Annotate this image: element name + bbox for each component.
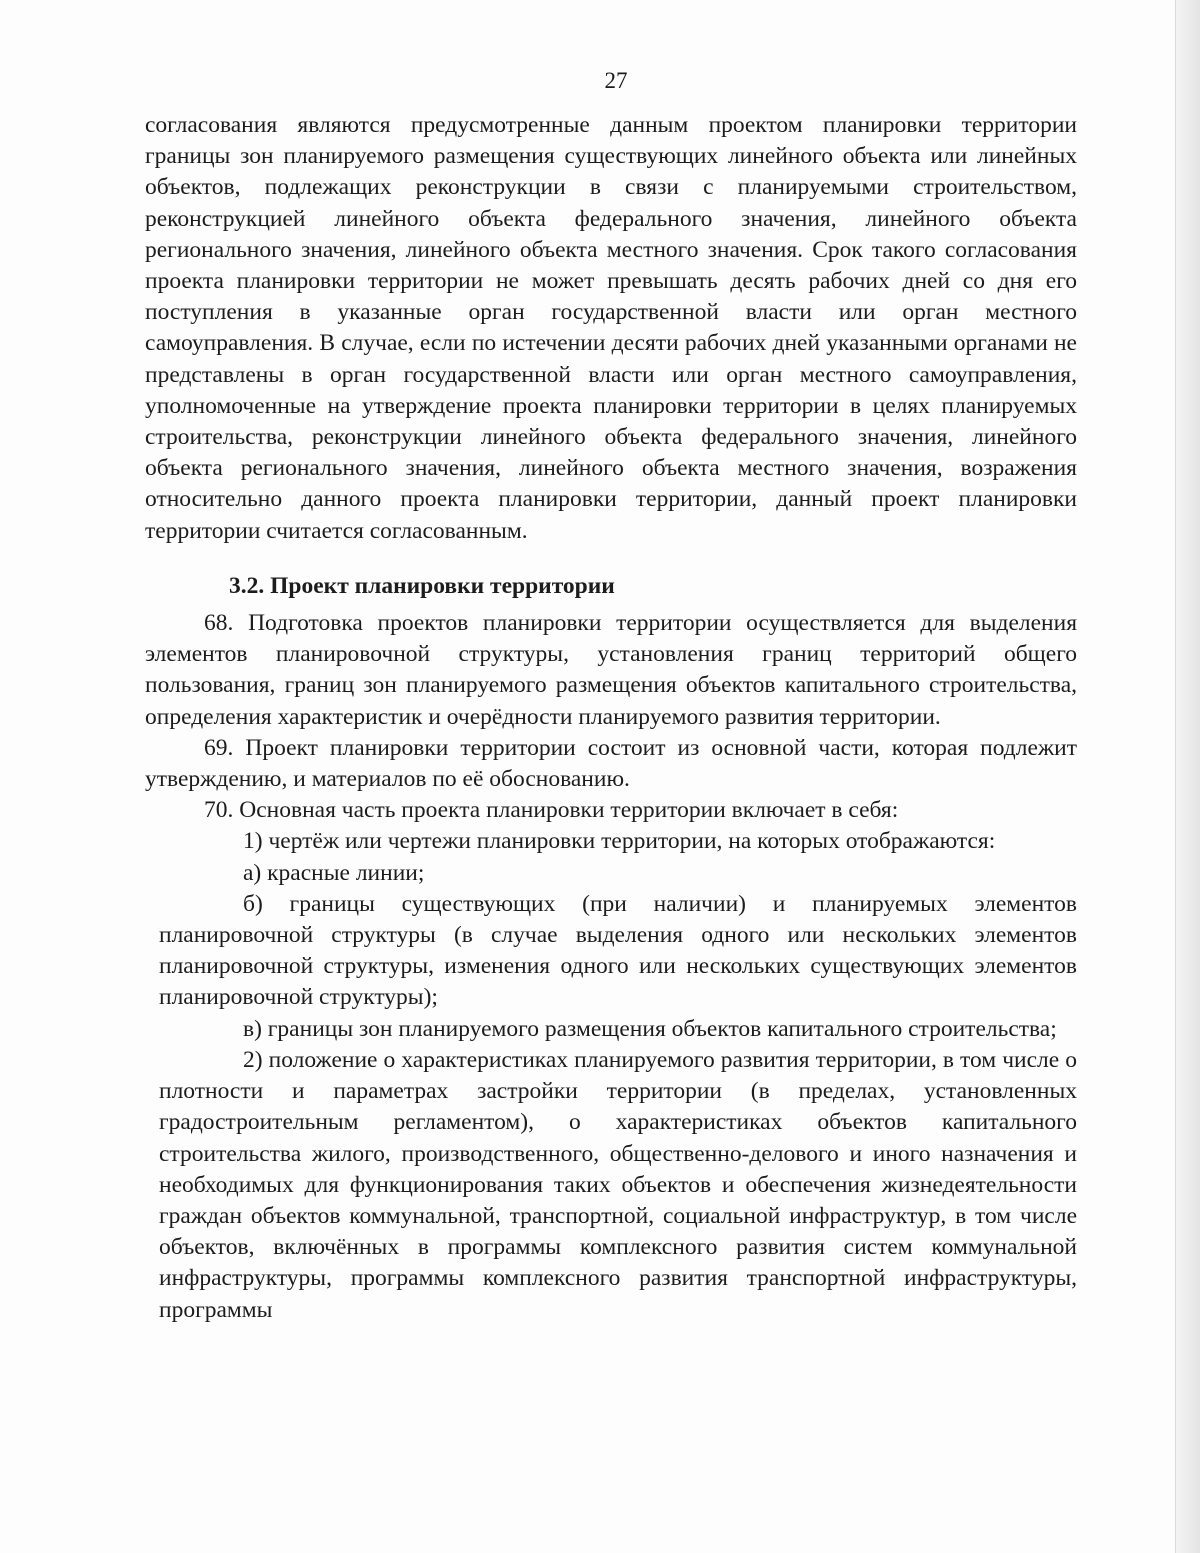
paragraph-70: 70. Основная часть проекта планировки территории включает в себя: <box>204 797 899 824</box>
page-number: 27 <box>604 68 628 93</box>
paragraph-68: 68. Подготовка проектов планировки территории осуществляется для выделения элементов планировочной структуры, установления границ территорий общего пользования, границ зон планируемого размещения объектов капитального строительства, определения характеристик и очерёдности планируемого развития территории. <box>145 610 1077 730</box>
list-item-1c: в) границы зон планируемого размещения объектов капитального строительства; <box>243 1015 1057 1042</box>
document-body <box>145 110 1077 1326</box>
scan-page-edge <box>1175 0 1200 1553</box>
list-item-2: 2) положение о характеристиках планируемого развития территории, в том числе о плотности и параметрах застройки территории (в пределах, установленных градостроительным регламентом), о характеристиках объектов капитального строительства жилого, производственного, общественно-делового и иного назначения и необходимых для функционирования таких объектов и обеспечения жизнедеятельности граждан объектов коммунальной, транспортной, социальной инфраструктур, в том числе объектов, включённых в программы комплексного развития систем коммунальной инфраструктуры, программы комплексного развития транспортной инфраструктуры, программы <box>159 1046 1077 1323</box>
paragraph-intro: согласования являются предусмотренные данным проектом планировки территории границы зон планируемого размещения существующих линейного объекта или линейных объектов, подлежащих реконструкции в связи с планируемыми строительством, реконструкцией линейного объекта федерального значения, линейного объекта регионального значения, линейного объекта местного значения. Срок такого согласования проекта планировки территории не может превышать десять рабочих дней со дня его поступления в указанные орган государственной власти или орган местного самоуправления. В случае, если по истечении десяти рабочих дней указанными органами не представлены в орган государственной власти или орган местного самоуправления, уполномоченные на утверждение проекта планировки территории в целях планируемых строительства, реконструкции линейного объекта федерального значения, линейного объекта регионального значения, линейного объекта местного значения, возражения относительно данного проекта планировки территории, данный проект планировки территории считается согласованным. <box>145 112 1077 544</box>
section-heading: 3.2. Проект планировки территории <box>229 572 615 599</box>
paragraph-69: 69. Проект планировки территории состоит из основной части, которая подлежит утверждению, и материалов по её обоснованию. <box>145 734 1077 793</box>
list-item-1: 1) чертёж или чертежи планировки территории, на которых отображаются: <box>243 828 996 855</box>
list-item-1b: б) границы существующих (при наличии) и планируемых элементов планировочной структуры (в случае выделения одного или нескольких элементов планировочной структуры, изменения одного или нескольких существующих элементов планировочной структуры); <box>159 890 1077 1011</box>
list-item-1a: а) красные линии; <box>243 859 425 886</box>
